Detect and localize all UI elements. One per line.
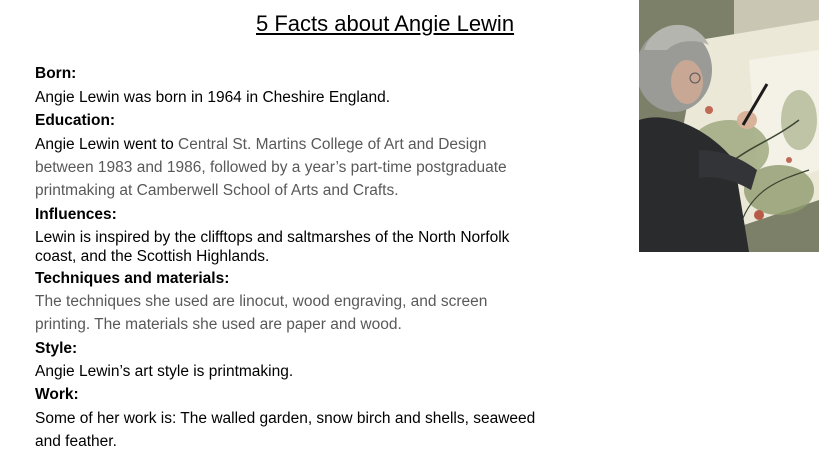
education-text-line-3: printmaking at Camberwell School of Arts and Crafts. — [35, 182, 399, 199]
born-heading: Born: — [35, 65, 77, 82]
artist-photo — [639, 0, 819, 252]
work-heading: Work: — [35, 386, 79, 403]
artist-photo-icon — [639, 0, 819, 252]
education-text-line-2: between 1983 and 1986, followed by a year’s part-time postgraduate — [35, 159, 507, 176]
education-heading: Education: — [35, 112, 116, 129]
techniques-heading: Techniques and materials: — [35, 270, 230, 287]
work-text-line-1: Some of her work is: The walled garden, snow birch and shells, seaweed — [35, 410, 536, 427]
work-text-line-2: and feather. — [35, 433, 117, 450]
education-prefix: Angie Lewin went to — [35, 136, 179, 153]
style-text: Angie Lewin’s art style is printmaking. — [35, 363, 294, 380]
born-text: Angie Lewin was born in 1964 in Cheshire England. — [35, 89, 391, 106]
education-college: Central St. Martins College of Art and Design — [178, 136, 487, 153]
techniques-text-line-2: printing. The materials she used are paper and wood. — [35, 316, 402, 333]
influences-text-line-1: Lewin is inspired by the clifftops and saltmarshes of the North Norfolk — [35, 229, 510, 246]
techniques-text-line-1: The techniques she used are linocut, wood engraving, and screen — [35, 293, 488, 310]
influences-text-line-2: coast, and the Scottish Highlands. — [35, 248, 270, 265]
style-heading: Style: — [35, 340, 78, 357]
page-title: 5 Facts about Angie Lewin — [256, 11, 515, 36]
education-text-line-1 — [35, 136, 486, 154]
influences-heading: Influences: — [35, 206, 117, 223]
